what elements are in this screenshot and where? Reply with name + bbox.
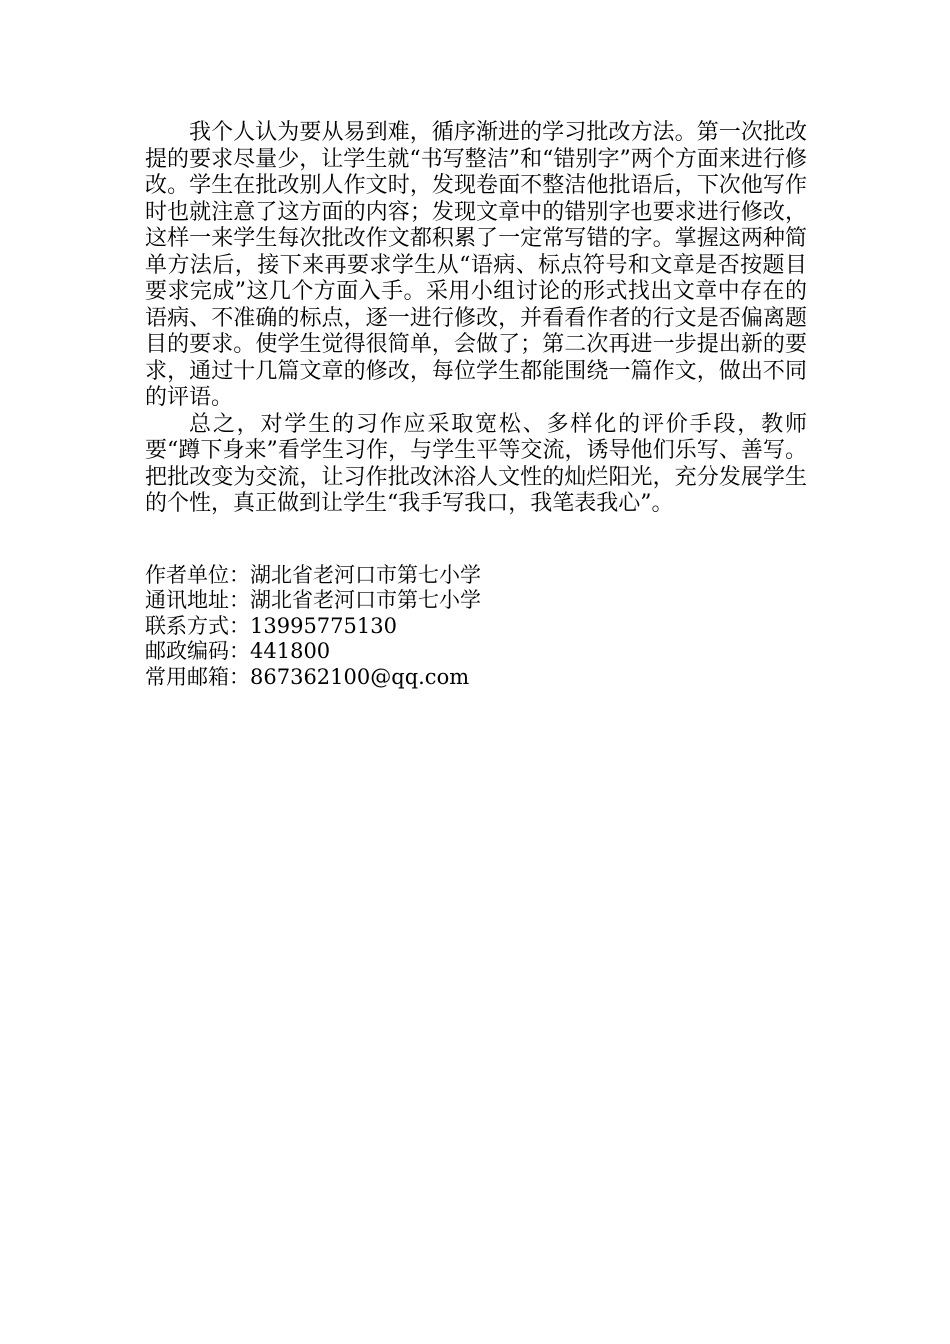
- paragraph-conclusion: 总之，对学生的习作应采取宽松、多样化的评价手段，教师要“蹲下身来”看学生习作，与学生平等交流，诱导他们乐写、善写。把批改变为交流，让习作批改沐浴人文性的灿烂阳光，充分发展学生的个性，真正做到让学生“我手写我口，我笔表我心”。: [145, 411, 807, 516]
- paragraph-method: 我个人认为要从易到难，循序渐进的学习批改方法。第一次批改提的要求尽量少，让学生就“书写整洁”和“错别字”两个方面来进行修改。学生在批改别人作文时，发现卷面不整洁他批语后，下次他写作时也就注意了这方面的内容；发现文章中的错别字也要求进行修改，这样一来学生每次批改作文都积累了一定常写错的字。掌握这两种简单方法后，接下来再要求学生从“语病、标点符号和文章是否按题目要求完成”这几个方面入手。采用小组讨论的形式找出文章中存在的语病、不准确的标点，逐一进行修改，并看看作者的行文是否偏离题目的要求。使学生觉得很简单，会做了；第二次再进一步提出新的要求，通过十几篇文章的修改，每位学生都能围绕一篇作文，做出不同的评语。: [145, 120, 807, 410]
- mailing-address: 通讯地址：湖北省老河口市第七小学: [145, 588, 481, 612]
- document-page: [145, 120, 807, 690]
- author-unit: 作者单位：湖北省老河口市第七小学: [145, 562, 481, 587]
- email-address: 常用邮箱：867362100@qq.com: [145, 664, 470, 689]
- author-contact-block: [145, 563, 807, 691]
- phone-number: 联系方式：13995775130: [145, 613, 397, 638]
- document-body: [145, 120, 807, 518]
- postal-code: 邮政编码：441800: [145, 639, 331, 663]
